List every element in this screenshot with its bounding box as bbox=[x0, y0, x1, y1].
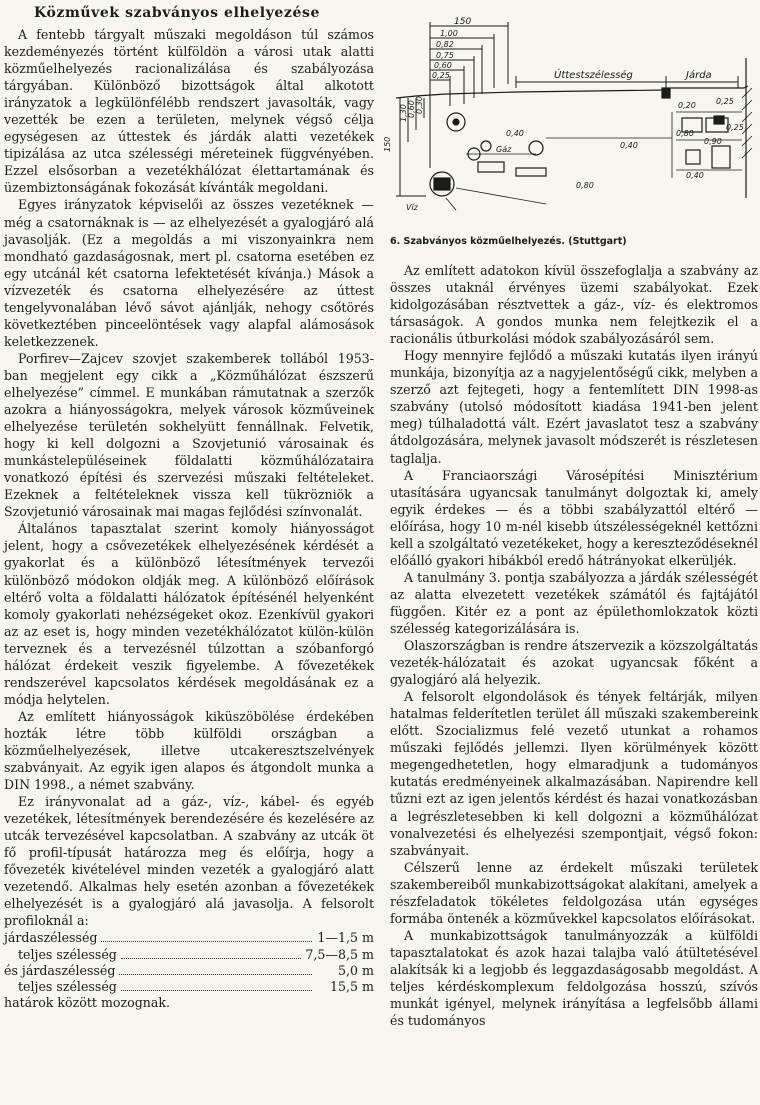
article-title: Közművek szabványos elhelyezése bbox=[34, 5, 320, 21]
dim-060: 0,60 bbox=[434, 61, 452, 70]
paragraph: Egyes irányzatok képviselői az összes vezetéknek — még a csatornáknak is — az elhelyezését a gyalogjáró alá javasolják. (Ez a megoldás a mi viszonyainkra nem mondható gazdaságosnak, mert pl. csatorna esetében ez egy utcánál két csatorna lefektetését kívánja.) Mások a vízvezeték és csatorna elhelyezésére az úttest tengelyvonalában lévő sávot ajánlják, nehogy csőtörés következtében pinceelöntések vagy alapfal alámosások keletkezzenek. bbox=[4, 197, 374, 349]
figure-caption: 6. Szabványos közműelhelyezés. (Stuttgart) bbox=[390, 236, 627, 247]
paragraph: Célszerű lenne az érdekelt műszaki területek szakembereiből munkabizottságokat alakítani, amelyek a részfeladatok tökéletes feldolgozása után egységes formába öntenék a közművekkel kapcsolatos előírásokat. bbox=[390, 859, 758, 926]
dim-v030: 0,30 bbox=[415, 96, 424, 114]
dimension-row bbox=[4, 930, 374, 946]
dim-v130: 1,30 bbox=[399, 104, 408, 122]
dot-leader bbox=[101, 930, 312, 942]
dimension-row bbox=[4, 947, 374, 963]
cross-section-drawing bbox=[383, 17, 758, 218]
dimension-value: 7,5—8,5 m bbox=[305, 946, 374, 962]
dimension-row bbox=[4, 979, 374, 995]
right-column bbox=[390, 262, 758, 1029]
dimension-value: 5,0 m bbox=[338, 962, 374, 978]
dimension-row bbox=[4, 963, 374, 979]
dimension-label: teljes szélesség bbox=[18, 946, 117, 962]
dim-d090: 0,90 bbox=[704, 137, 722, 146]
paragraph: A munkabizottságok tanulmányozzák a külföldi tapasztalatokat és azok hazai talajba való átültetésével alakítsák ki a legjobb és leggazdaságosabb megoldást. A teljes kérdéskomplexum feldolgozása hosszú, szívós munkát igényel, melynek irányítása a legfelsőbb állami és tudományos bbox=[390, 927, 758, 1029]
paragraph: Olaszországban is rendre átszervezik a közszolgáltatás vezeték-hálózatait és azokat ugyancsak főként a gyalogjáró alá helyezik. bbox=[390, 638, 758, 688]
dim-d040a: 0,40 bbox=[620, 141, 638, 150]
dot-leader bbox=[119, 963, 312, 975]
dim-d025: 0,25 bbox=[716, 97, 734, 106]
dimension-tail: határok között mozognak. bbox=[4, 995, 171, 1011]
dim-100: 1,00 bbox=[440, 29, 458, 38]
water-label: Víz bbox=[406, 203, 418, 212]
dim-d040c: 0,40 bbox=[506, 129, 524, 138]
dimension-label: teljes szélesség bbox=[18, 979, 117, 995]
dim-150: 150 bbox=[454, 17, 472, 27]
dot-leader bbox=[121, 979, 312, 991]
dim-d080b: 0,80 bbox=[576, 181, 594, 190]
utility-cross-section-figure bbox=[383, 17, 758, 218]
dim-075: 0,75 bbox=[436, 51, 454, 60]
paragraph: A fentebb tárgyalt műszaki megoldáson túl számos kezdeményezés történt külföldön a városi utak alatti közműelhelyezés racionalizálása és szabályozása tárgyában. Különböző bizottságok által alkotott irányzatok a legkülönfélébb rendszert javasolták, vagy vezették be ezen a területen, melynek végső célja egységesen az úttestek és járdák alatti vezetékek tipizálása az utca szélességi méreteinek függvényében. Ezzel elsősorban a vezetékhálózat élettartamának és üzembiztonságának fokozását kívánták megoldani. bbox=[4, 27, 374, 196]
dim-v150: 150 bbox=[383, 136, 392, 152]
paragraph: Hogy mennyire fejlődő a műszaki kutatás ilyen irányú munkája, bizonyítja az a nagyjelentőségű cikk, melyben a szerző azt fejtegeti, hogy a fentemlített DIN 1998-as szabvány (utolsó módosított kiadása 1941-ben jelent meg) túlhaladottá vált. Ezért javaslatot tesz a szabvány átdolgozására, melynek javasolt módszerét is részletesen taglalja. bbox=[390, 348, 758, 466]
dimension-value: 1—1,5 m bbox=[317, 930, 374, 946]
paragraph: Porfirev—Zajcev szovjet szakemberek tollából 1953-ban megjelent egy cikk a „Közműhálózat észszerű elhelyezése” címmel. E munkában rámutatnak a szerzők azokra a hiányosságokra, melyek városok közműveinek elhelyezése területén sokhelyütt fennállnak. Felvetik, hogy ki kell dolgozni a Szovjetunió városainak és munkástelepüléseinek földalatti közműhálózataira vonatkozó építési és szervezési műszaki feltételeket. Ezeknek a feltételeknek vissza kell tükrözniök a Szovjetunió városainak mai magas fejlődési színvonalát. bbox=[4, 350, 374, 520]
paragraph: Az említett adatokon kívül összefoglalja a szabvány az összes utaknál érvényes üzemi szabályokat. Ezek kidolgozásában résztvettek a gáz-, víz- és elektromos társaságok. A gondos munka nem felejtkezik el a racionális útburkolási módok szabályozásáról sem. bbox=[390, 263, 758, 347]
paragraph: A felsorolt elgondolások és tények feltárják, milyen hatalmas felderítetlen terület áll műszaki szakembereink előtt. Szocializmus felé vezető utunkat a rohamos műszaki fejlődés jellemzi. Ilyen körülmények között megengedhetetlen, hogy elmaradjunk a tudományos kutatás eredményeinek alkalmazásában. Napirendre kell tűzni ezt az igen jelentős kérdést és hazai vonatkozásban a legrészletesebben ki kell dolgozni a közműhálózat vonalvezetési és elhelyezési szempontjait, végső fokon: szabványait. bbox=[390, 689, 758, 858]
sidewalk-label: Járda bbox=[686, 70, 712, 81]
dimension-label: járdaszélesség bbox=[4, 930, 98, 946]
dim-d080: 0,80 bbox=[676, 129, 694, 138]
dim-d025b: 0,25 bbox=[726, 123, 744, 132]
gas-label: Gáz bbox=[496, 145, 512, 154]
paragraph: Általános tapasztalat szerint komoly hiányosságot jelent, hogy a csővezetékek elhelyezésének kérdését a gyakorlat és a különböző létesítmények tervezői különböző módokon oldják meg. A különböző előírások eltérő volta a földalatti hálózatok építésénél helyenként komoly gyakorlati nehézségeket okoz. Ezenkívül gyakori az az eset is, hogy minden vezetékhálózatot külön-külön terveznek és a tervezésnél túlzottan a szóbanforgó hálózat érdekeit veszik figyelembe. A fővezetékek rendszerével kapcsolatos kérdések megoldásának ez a módja helytelen. bbox=[4, 521, 374, 707]
paragraph: Az említett hiányosságok kiküszöbölése érdekében hozták létre több külföldi országban a közműelhelyezések, illetve utcakeresztszelvények szabványait. Az egyik igen alapos és átgondolt munka a DIN 1998., a német szabvány. bbox=[4, 708, 374, 793]
paragraph: A Franciaországi Városépítési Minisztérium utasítására ugyancsak tanulmányt dolgoztak ki, amely egyik érdekes — és a többi szabályzattól eltérő — előírása, hogy 10 m-nél kisebb útszélességeknél kettőzni kell a szolgáltató vezetékeket, hogy a kereszteződéseknél előálló gyakori hibákból eredő hátrányokat elkerüljék. bbox=[390, 467, 759, 568]
left-column bbox=[4, 4, 374, 1012]
dim-082: 0,82 bbox=[436, 40, 454, 49]
dot-leader bbox=[121, 947, 302, 959]
paragraph: Ez irányvonalat ad a gáz-, víz-, kábel- és egyéb vezetékek, létesítmények berendezésére és kezelésére az utcák tervezésével kapcsolatban. A szabvány az utcák öt fő profil-típusát határozza meg és előírja, hogy a fővezeték kivételével minden vezeték a gyalogjáró alatt vezetendő. Alkalmas hely esetén azonban a fővezetékek elhelyezését is a gyalogjáró alá javasolja. A felsorolt profiloknál a: bbox=[4, 794, 374, 929]
dimension-label: és járdaszélesség bbox=[4, 962, 116, 978]
dim-d040b: 0,40 bbox=[686, 171, 704, 180]
roadway-width-label: Úttestszélesség bbox=[554, 70, 633, 81]
dim-025: 0,25 bbox=[432, 71, 450, 80]
dimension-value: 15,5 m bbox=[330, 979, 374, 995]
dim-v060: 0,60 bbox=[407, 100, 416, 118]
dimension-list bbox=[4, 930, 374, 1011]
dim-d020: 0,20 bbox=[678, 101, 696, 110]
paragraph: A tanulmány 3. pontja szabályozza a járdák szélességét az alatta elvezetett vezetékek számától és fajtájától függően. Kitér ez a pont az épülethomlokzatok közti szélesség kategorizálására is. bbox=[390, 569, 758, 636]
